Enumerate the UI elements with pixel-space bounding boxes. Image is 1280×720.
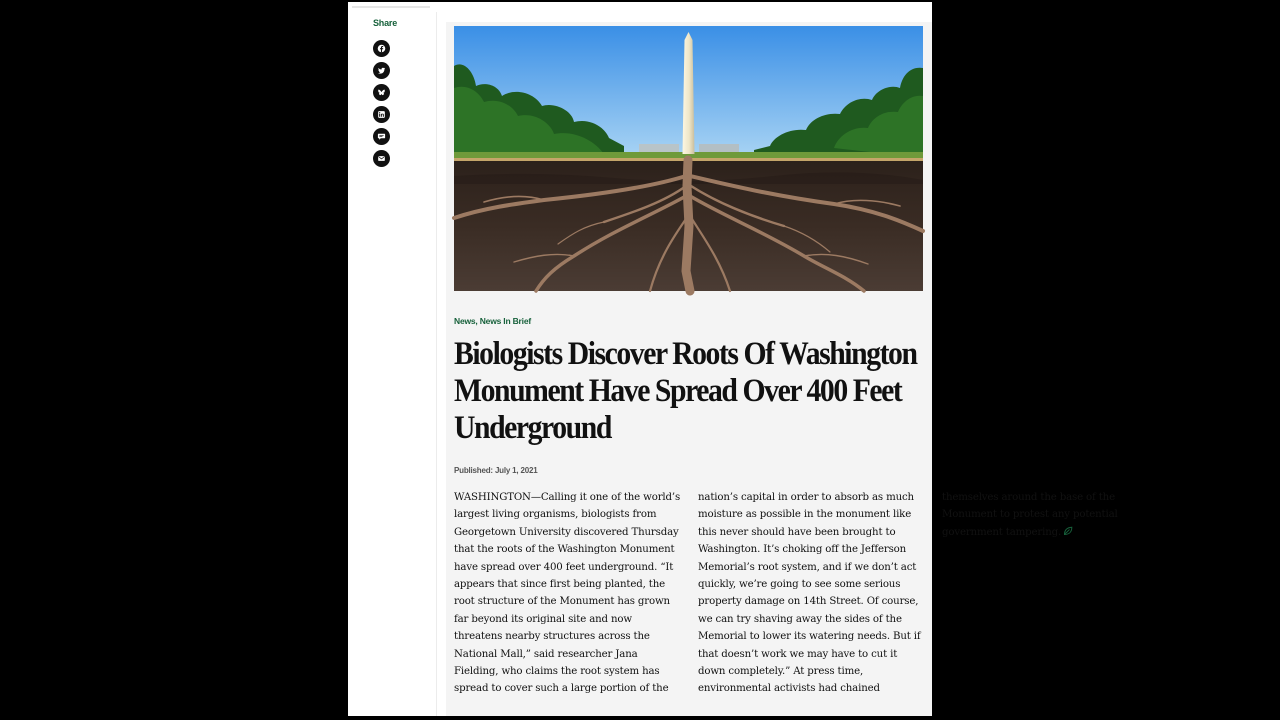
published-value: July 1, 2021 <box>494 466 538 475</box>
published-date <box>454 466 537 475</box>
share-label: Share <box>373 18 398 28</box>
facebook-icon <box>377 44 386 53</box>
email-icon <box>377 154 386 163</box>
twitter-icon <box>377 66 386 75</box>
published-label: Published: <box>454 466 493 475</box>
category-separator: , <box>475 316 480 326</box>
share-bluesky-button[interactable] <box>373 84 390 101</box>
category-news-in-brief[interactable]: News In Brief <box>479 316 531 326</box>
linkedin-icon <box>377 110 386 119</box>
share-facebook-button[interactable] <box>373 40 390 57</box>
article <box>446 22 1118 716</box>
top-divider <box>352 6 430 8</box>
share-twitter-button[interactable] <box>373 62 390 79</box>
article-categories <box>454 316 531 326</box>
share-linkedin-button[interactable] <box>373 106 390 123</box>
page-frame <box>348 2 1118 716</box>
share-email-button[interactable] <box>373 150 390 167</box>
article-body <box>454 489 1118 713</box>
bluesky-icon <box>377 88 386 97</box>
share-sidebar <box>358 12 437 716</box>
body-paragraph: WASHINGTON—Calling it one of the world’s largest living organisms, biologists from Georgetown University discovered Thursday that the roots of the Washington Monument have spread over 400 feet underground. “It appears that since first being planted, the root structure of the Monument has grown far beyond its original site and now threatens nearby structures across the National Mall,” said researcher Jana Fielding, who claims the root system has spread to cover such a large portion of the nation’s capital in order to absorb as much moisture as possible in the monument like this never should have been brought to Washington. It’s choking off the Jefferson Memorial’s root system, and if we don’t act quickly, we’re going to see some serious property damage on 14th Street. Of course, we can try shaving away the sides of the Memorial to lower its watering needs. But if that doesn’t work we may have to cut it down completely.” At press time, environmental activists had chained themselves around the base of the Monument to protest any potential government tampering. <box>454 492 1118 695</box>
leaf-icon <box>1063 526 1073 536</box>
hero-image <box>454 26 923 291</box>
comment-icon <box>377 132 386 141</box>
category-news[interactable]: News <box>454 316 476 326</box>
article-headline: Biologists Discover Roots Of Washington Monument Have Spread Over 400 Feet Underground <box>454 336 917 446</box>
share-comment-button[interactable] <box>373 128 390 145</box>
